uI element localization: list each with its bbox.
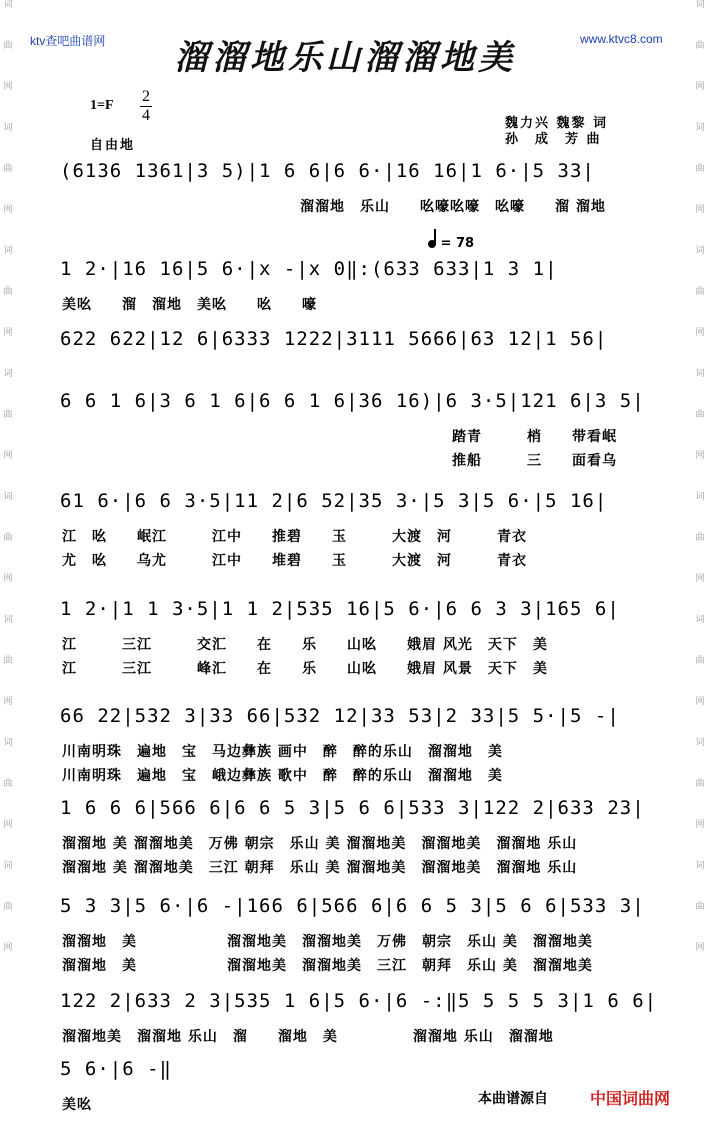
notation-line: 5 3 3|5 6·|6 -|166 6|566 6|6 6 5 3|5 6 6|533 3| — [60, 895, 645, 917]
side-watermark-char: 曲 — [695, 779, 705, 789]
source-site: 中国词曲网 — [590, 1089, 671, 1108]
side-watermark-char: 词 — [695, 615, 705, 625]
watermark-right: www.ktvc8.com — [580, 32, 663, 46]
key-signature: 1=F — [90, 98, 114, 113]
notation-line: 6 6 1 6|3 6 1 6|6 6 1 6|36 16)|6 3·5|121 6|3 5| — [60, 390, 645, 412]
lyric-line: 川南明珠 遍地 宝 峨边彝族 歌中 醉 醉的乐山 溜溜地 美 — [62, 768, 503, 784]
side-watermark-char: 曲 — [3, 779, 13, 789]
song-title: 溜溜地乐山溜溜地美 — [174, 38, 516, 78]
notation-line: 122 2|633 2 3|535 1 6|5 6·|6 -:‖5 5 5 5 3|1 6 6| — [60, 990, 658, 1012]
side-watermark-char: 网 — [695, 820, 705, 830]
lyric-line: 溜溜地 美 溜溜地美 溜溜地美 三江 朝拜 乐山 美 溜溜地美 — [62, 958, 593, 974]
side-watermark-char: 词 — [695, 123, 705, 133]
lyric-line: 踏青 梢 带看岷 — [452, 429, 617, 445]
side-watermark-char: 曲 — [695, 287, 705, 297]
lyric-line: 溜溜地美 溜溜地 乐山 溜 溜地 美 溜溜地 乐山 溜溜地 — [62, 1029, 554, 1045]
notation-line: 61 6·|6 6 3·5|11 2|6 52|35 3·|5 3|5 6·|5 16| — [60, 490, 608, 512]
lyric-line: 美吆 — [62, 1097, 92, 1113]
side-watermark-char: 词 — [3, 492, 13, 502]
side-watermark-char: 网 — [695, 943, 705, 953]
notation-line: (6136 1361|3 5)|1 6 6|6 6·|16 16|1 6·|5 33| — [60, 160, 595, 182]
side-watermark-char: 词 — [3, 369, 13, 379]
notation-line: 1 6 6 6|566 6|6 6 5 3|5 6 6|533 3|122 2|633 23| — [60, 797, 645, 819]
lyric-line: 溜溜地 美 溜溜地美 三江 朝拜 乐山 美 溜溜地美 溜溜地美 溜溜地 乐山 — [62, 860, 578, 876]
side-watermark-char: 网 — [3, 820, 13, 830]
side-watermark-char: 网 — [695, 697, 705, 707]
side-watermark-char: 曲 — [3, 41, 13, 51]
side-watermark-char: 词 — [3, 246, 13, 256]
lyric-line: 溜溜地 美 溜溜地美 万佛 朝宗 乐山 美 溜溜地美 溜溜地美 溜溜地 乐山 — [62, 836, 578, 852]
lyricist-credit: 魏力兴 魏黎 词 — [505, 116, 609, 131]
lyric-line: 溜溜地 美 溜溜地美 溜溜地美 万佛 朝宗 乐山 美 溜溜地美 — [62, 934, 593, 950]
side-watermark-char: 网 — [695, 328, 705, 338]
side-watermark-char: 网 — [695, 82, 705, 92]
side-watermark-char: 曲 — [3, 410, 13, 420]
side-watermark-char: 网 — [695, 205, 705, 215]
side-watermark-char: 词 — [3, 738, 13, 748]
side-watermark-char: 网 — [3, 205, 13, 215]
notation-line: 1 2·|16 16|5 6·|x -|x 0‖:(633 633|1 3 1| — [60, 258, 558, 280]
tempo-bpm-value: = 78 — [440, 236, 475, 251]
notation-line: 1 2·|1 1 3·5|1 1 2|535 16|5 6·|6 6 3 3|165 6| — [60, 598, 620, 620]
lyric-line: 江 三江 峰汇 在 乐 山吆 娥眉 风景 天下 美 — [62, 661, 548, 677]
lyric-line: 尤 吆 乌尤 江中 堆碧 玉 大渡 河 青衣 — [62, 553, 527, 569]
tempo-bpm — [428, 236, 474, 251]
lyric-line: 溜溜地 乐山 吆嚎吆嚎 吆嚎 溜 溜地 — [300, 199, 606, 215]
side-watermark-char: 曲 — [3, 902, 13, 912]
watermark-left: ktv查吧曲谱网 — [30, 34, 106, 48]
time-sig-bottom: 4 — [142, 107, 150, 124]
side-watermark-char: 网 — [3, 328, 13, 338]
side-watermark-char: 曲 — [695, 656, 705, 666]
side-watermark-char: 词 — [3, 861, 13, 871]
side-watermark-char: 网 — [3, 574, 13, 584]
side-watermark-char: 曲 — [3, 287, 13, 297]
time-sig-top: 2 — [142, 88, 150, 105]
side-watermark-char: 曲 — [3, 656, 13, 666]
side-watermark-char: 词 — [695, 861, 705, 871]
lyric-line: 美吆 溜 溜地 美吆 吆 嚎 — [62, 297, 317, 313]
notation-line: 5 6·|6 -‖ — [60, 1058, 172, 1080]
side-watermark-char: 词 — [695, 738, 705, 748]
side-watermark-char: 词 — [695, 0, 705, 10]
notation-line: 622 622|12 6|6333 1222|3111 5666|63 12|1 56| — [60, 328, 608, 350]
side-watermark-char: 曲 — [695, 410, 705, 420]
lyric-line: 川南明珠 遍地 宝 马边彝族 画中 醉 醉的乐山 溜溜地 美 — [62, 744, 503, 760]
side-watermark-char: 曲 — [695, 41, 705, 51]
side-watermark-char: 词 — [3, 615, 13, 625]
side-watermark-char: 词 — [695, 246, 705, 256]
lyric-line: 江 吆 岷江 江中 推碧 玉 大渡 河 青衣 — [62, 529, 527, 545]
side-watermark-left — [0, 0, 16, 1135]
lyric-line: 江 三江 交汇 在 乐 山吆 娥眉 风光 天下 美 — [62, 637, 548, 653]
side-watermark-char: 网 — [3, 943, 13, 953]
side-watermark-right — [692, 0, 708, 1135]
notation-line: 66 22|532 3|33 66|532 12|33 53|2 33|5 5·|5 -| — [60, 705, 620, 727]
side-watermark-char: 词 — [695, 369, 705, 379]
lyric-line: 推船 三 面看乌 — [452, 453, 617, 469]
quarter-note-icon — [428, 240, 436, 248]
time-signature — [140, 88, 152, 125]
side-watermark-char: 词 — [695, 492, 705, 502]
side-watermark-char: 网 — [695, 574, 705, 584]
side-watermark-char: 网 — [695, 451, 705, 461]
side-watermark-char: 词 — [3, 123, 13, 133]
side-watermark-char: 曲 — [695, 533, 705, 543]
side-watermark-char: 网 — [3, 451, 13, 461]
source-label: 本曲谱源自 — [478, 1091, 548, 1107]
side-watermark-char: 词 — [3, 0, 13, 10]
side-watermark-char: 曲 — [695, 164, 705, 174]
composer-credit: 孙 成 芳 曲 — [505, 132, 602, 147]
side-watermark-char: 网 — [3, 82, 13, 92]
side-watermark-char: 曲 — [3, 533, 13, 543]
side-watermark-char: 网 — [3, 697, 13, 707]
side-watermark-char: 曲 — [3, 164, 13, 174]
side-watermark-char: 曲 — [695, 902, 705, 912]
tempo-mark: 自由地 — [90, 138, 136, 153]
